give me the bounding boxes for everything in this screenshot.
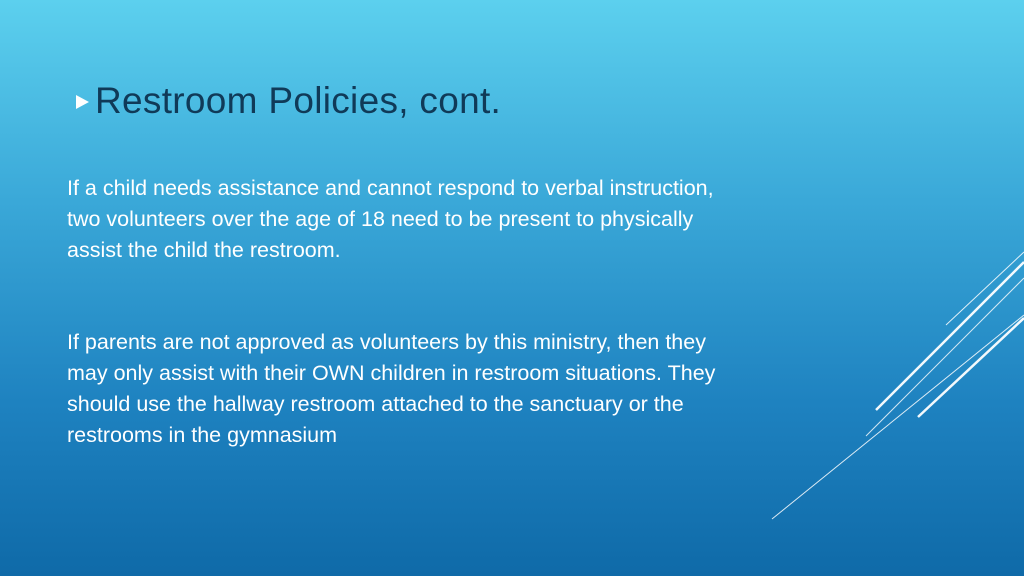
deco-line-4 xyxy=(918,318,1024,417)
deco-line-3 xyxy=(866,278,1024,436)
deco-line-2 xyxy=(876,262,1024,410)
triangle-bullet-icon xyxy=(76,95,89,109)
body-paragraph-1: If a child needs assistance and cannot respond to verbal instruction, two volunteers over the age of 18 need to be present to physically assist the child the restroom. xyxy=(67,176,714,262)
slide-title-row xyxy=(76,80,501,122)
slide-title: Restroom Policies, cont. xyxy=(95,80,502,121)
deco-line-1 xyxy=(946,252,1024,325)
deco-line-5 xyxy=(772,315,1024,519)
body-paragraph-2: If parents are not approved as volunteers by this ministry, then they may only assist with their OWN children in restroom situations. They should use the hallway restroom attached to the sanctuary or the restrooms in the gymnasium xyxy=(67,330,716,447)
